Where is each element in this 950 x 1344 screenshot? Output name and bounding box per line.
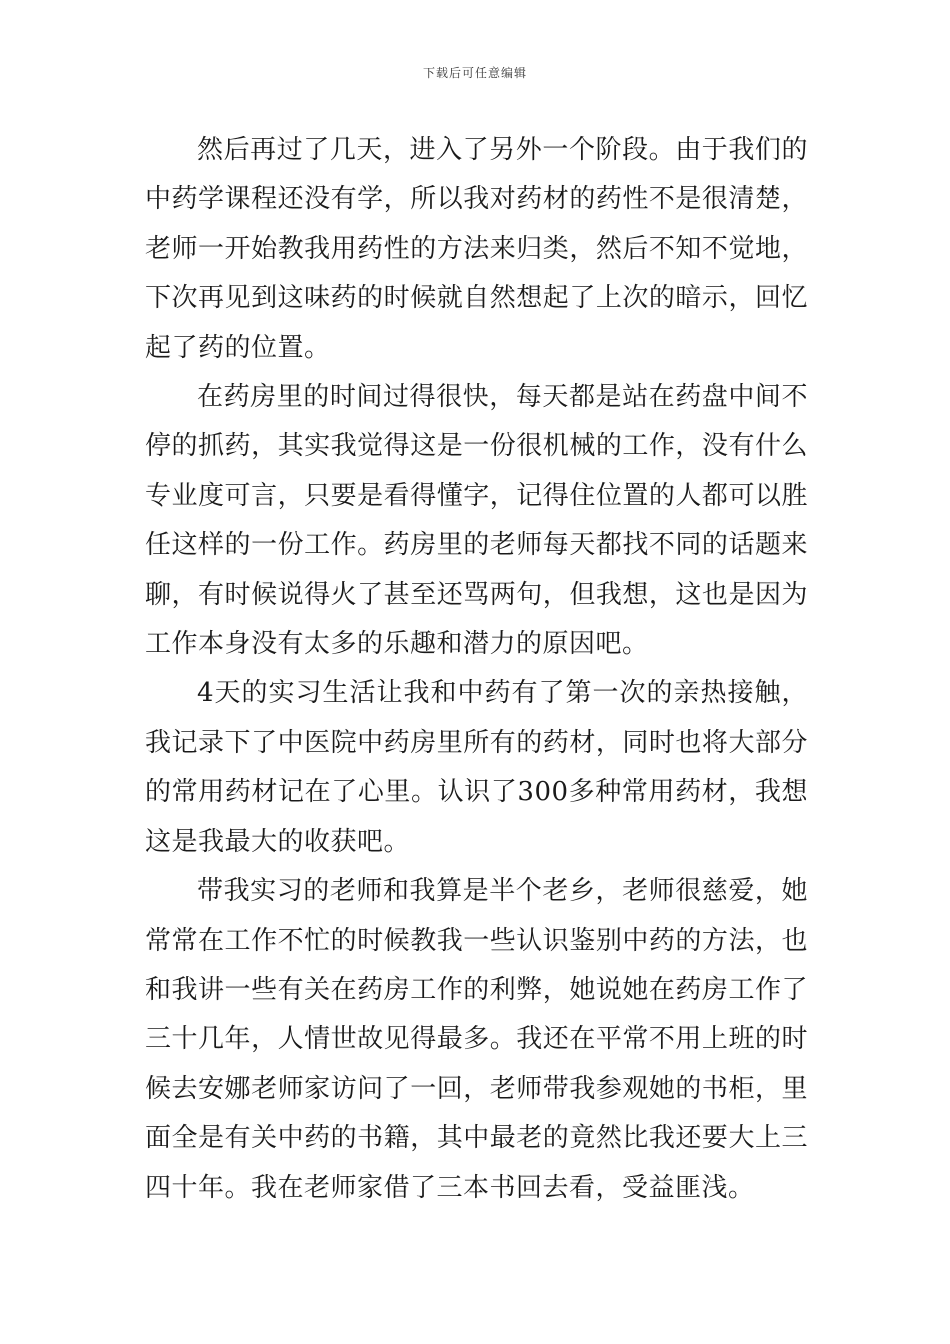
document-body <box>145 126 808 1213</box>
paragraph-4: 带我实习的老师和我算是半个老乡，老师很慈爱，她常常在工作不忙的时候教我一些认识鉴别中药的方法，也和我讲一些有关在药房工作的利弊，她说她在药房工作了三十几年，人情世故见得最多。我还在平常不用上班的时候去安娜老师家访问了一回，老师带我参观她的书柜，里面全是有关中药的书籍，其中最老的竟然比我还要大上三四十年。我在老师家借了三本书回去看，受益匪浅。 <box>145 876 808 1203</box>
paragraph-1: 然后再过了几天，进入了另外一个阶段。由于我们的中药学课程还没有学，所以我对药材的药性不是很清楚，老师一开始教我用药性的方法来归类，然后不知不觉地，下次再见到这味药的时候就自然想起了上次的暗示，回忆起了药的位置。 <box>145 135 808 363</box>
paragraph-2: 在药房里的时间过得很快，每天都是站在药盘中间不停的抓药，其实我觉得这是一份很机械的工作，没有什么专业度可言，只要是看得懂字，记得住位置的人都可以胜任这样的一份工作。药房里的老师每天都找不同的话题来聊，有时候说得火了甚至还骂两句，但我想，这也是因为工作本身没有太多的乐趣和潜力的原因吧。 <box>145 382 808 660</box>
header-note: 下载后可任意编辑 <box>422 66 527 80</box>
paragraph-3: 4天的实习生活让我和中药有了第一次的亲热接触，我记录下了中医院中药房里所有的药材，同时也将大部分的常用药材记在了心里。认识了300多种常用药材，我想这是我最大的收获吧。 <box>145 678 808 857</box>
